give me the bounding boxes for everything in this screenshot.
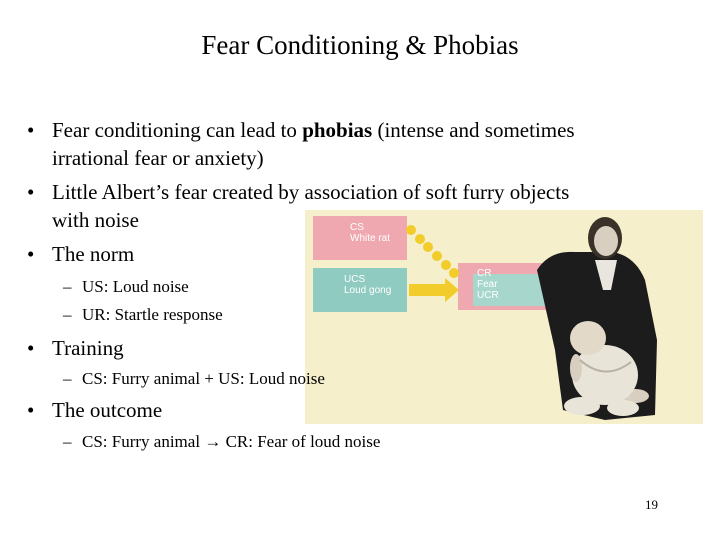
dot-arrow-dot <box>415 234 425 244</box>
bullet-text: Fear conditioning can lead to <box>52 118 303 142</box>
cs-label <box>350 222 390 244</box>
ucs-label-line2: Loud gong <box>344 285 392 296</box>
bullet-text: irrational fear or anxiety) <box>52 146 264 170</box>
bullet-dot: • <box>27 336 35 360</box>
slide-title: Fear Conditioning & Phobias <box>201 30 519 60</box>
bullet-text: Training <box>52 336 124 360</box>
cr-label <box>477 268 499 301</box>
bullet-the-norm <box>27 240 135 268</box>
sub-bullet-text: US: Loud noise <box>82 277 189 296</box>
bullet-continuation <box>52 144 264 172</box>
albert-photo <box>537 217 657 420</box>
bullet-text: The outcome <box>52 398 163 422</box>
bullet-continuation <box>52 206 139 234</box>
bullet-training <box>27 334 124 362</box>
sub-bullet-dash: – <box>63 369 72 388</box>
sub-bullet-dash: – <box>63 277 72 296</box>
bullet-dot: • <box>27 398 35 422</box>
cr-label-line2: Fear <box>477 279 498 290</box>
sub-bullet-training <box>63 368 325 390</box>
cs-label-line1: CS <box>350 222 364 233</box>
bullet-text: Little Albert’s fear created by association of soft furry objects <box>52 180 570 204</box>
sub-bullet-text: CS: Furry animal + US: Loud noise <box>82 369 325 388</box>
dot-arrow-dot <box>441 260 451 270</box>
ucs-label <box>344 274 391 296</box>
sub-bullet-outcome <box>63 431 381 453</box>
bullet-text: with noise <box>52 208 139 232</box>
bullet-text: (intense and sometimes <box>372 118 575 142</box>
conditioning-figure <box>305 210 703 424</box>
ucs-label-line1: UCS <box>344 274 366 285</box>
dot-arrow-dot <box>406 225 416 235</box>
dot-arrow-dot <box>449 268 459 278</box>
sub-bullet-dash: – <box>63 432 72 451</box>
sub-bullet-text: CR: Fear of loud noise <box>221 432 381 451</box>
bullet-text: The norm <box>52 242 135 266</box>
bullet-bold-term: phobias <box>302 118 373 142</box>
page-number: 19 <box>645 497 658 512</box>
dot-arrow-dot <box>423 242 433 252</box>
sub-bullet-dash: – <box>63 305 72 324</box>
sub-bullet-text: CS: Furry animal <box>82 432 205 451</box>
cs-label-line2: White rat <box>350 233 391 244</box>
bullet-dot: • <box>27 180 35 204</box>
cr-label-line1: CR <box>477 268 492 279</box>
dot-arrow-dot <box>432 251 442 261</box>
bullet-dot: • <box>27 118 35 142</box>
sub-bullet-us <box>63 276 189 298</box>
bullet-outcome <box>27 396 163 424</box>
bullet-little-albert <box>27 178 570 206</box>
arrow-icon: → <box>204 432 222 451</box>
bullet-dot: • <box>27 242 35 266</box>
bullet-fear-conditioning <box>27 116 575 144</box>
sub-bullet-text: UR: Startle response <box>82 305 223 324</box>
yellow-arrow <box>409 278 459 302</box>
cr-label-line3: UCR <box>477 290 499 301</box>
sub-bullet-ur <box>63 304 223 326</box>
